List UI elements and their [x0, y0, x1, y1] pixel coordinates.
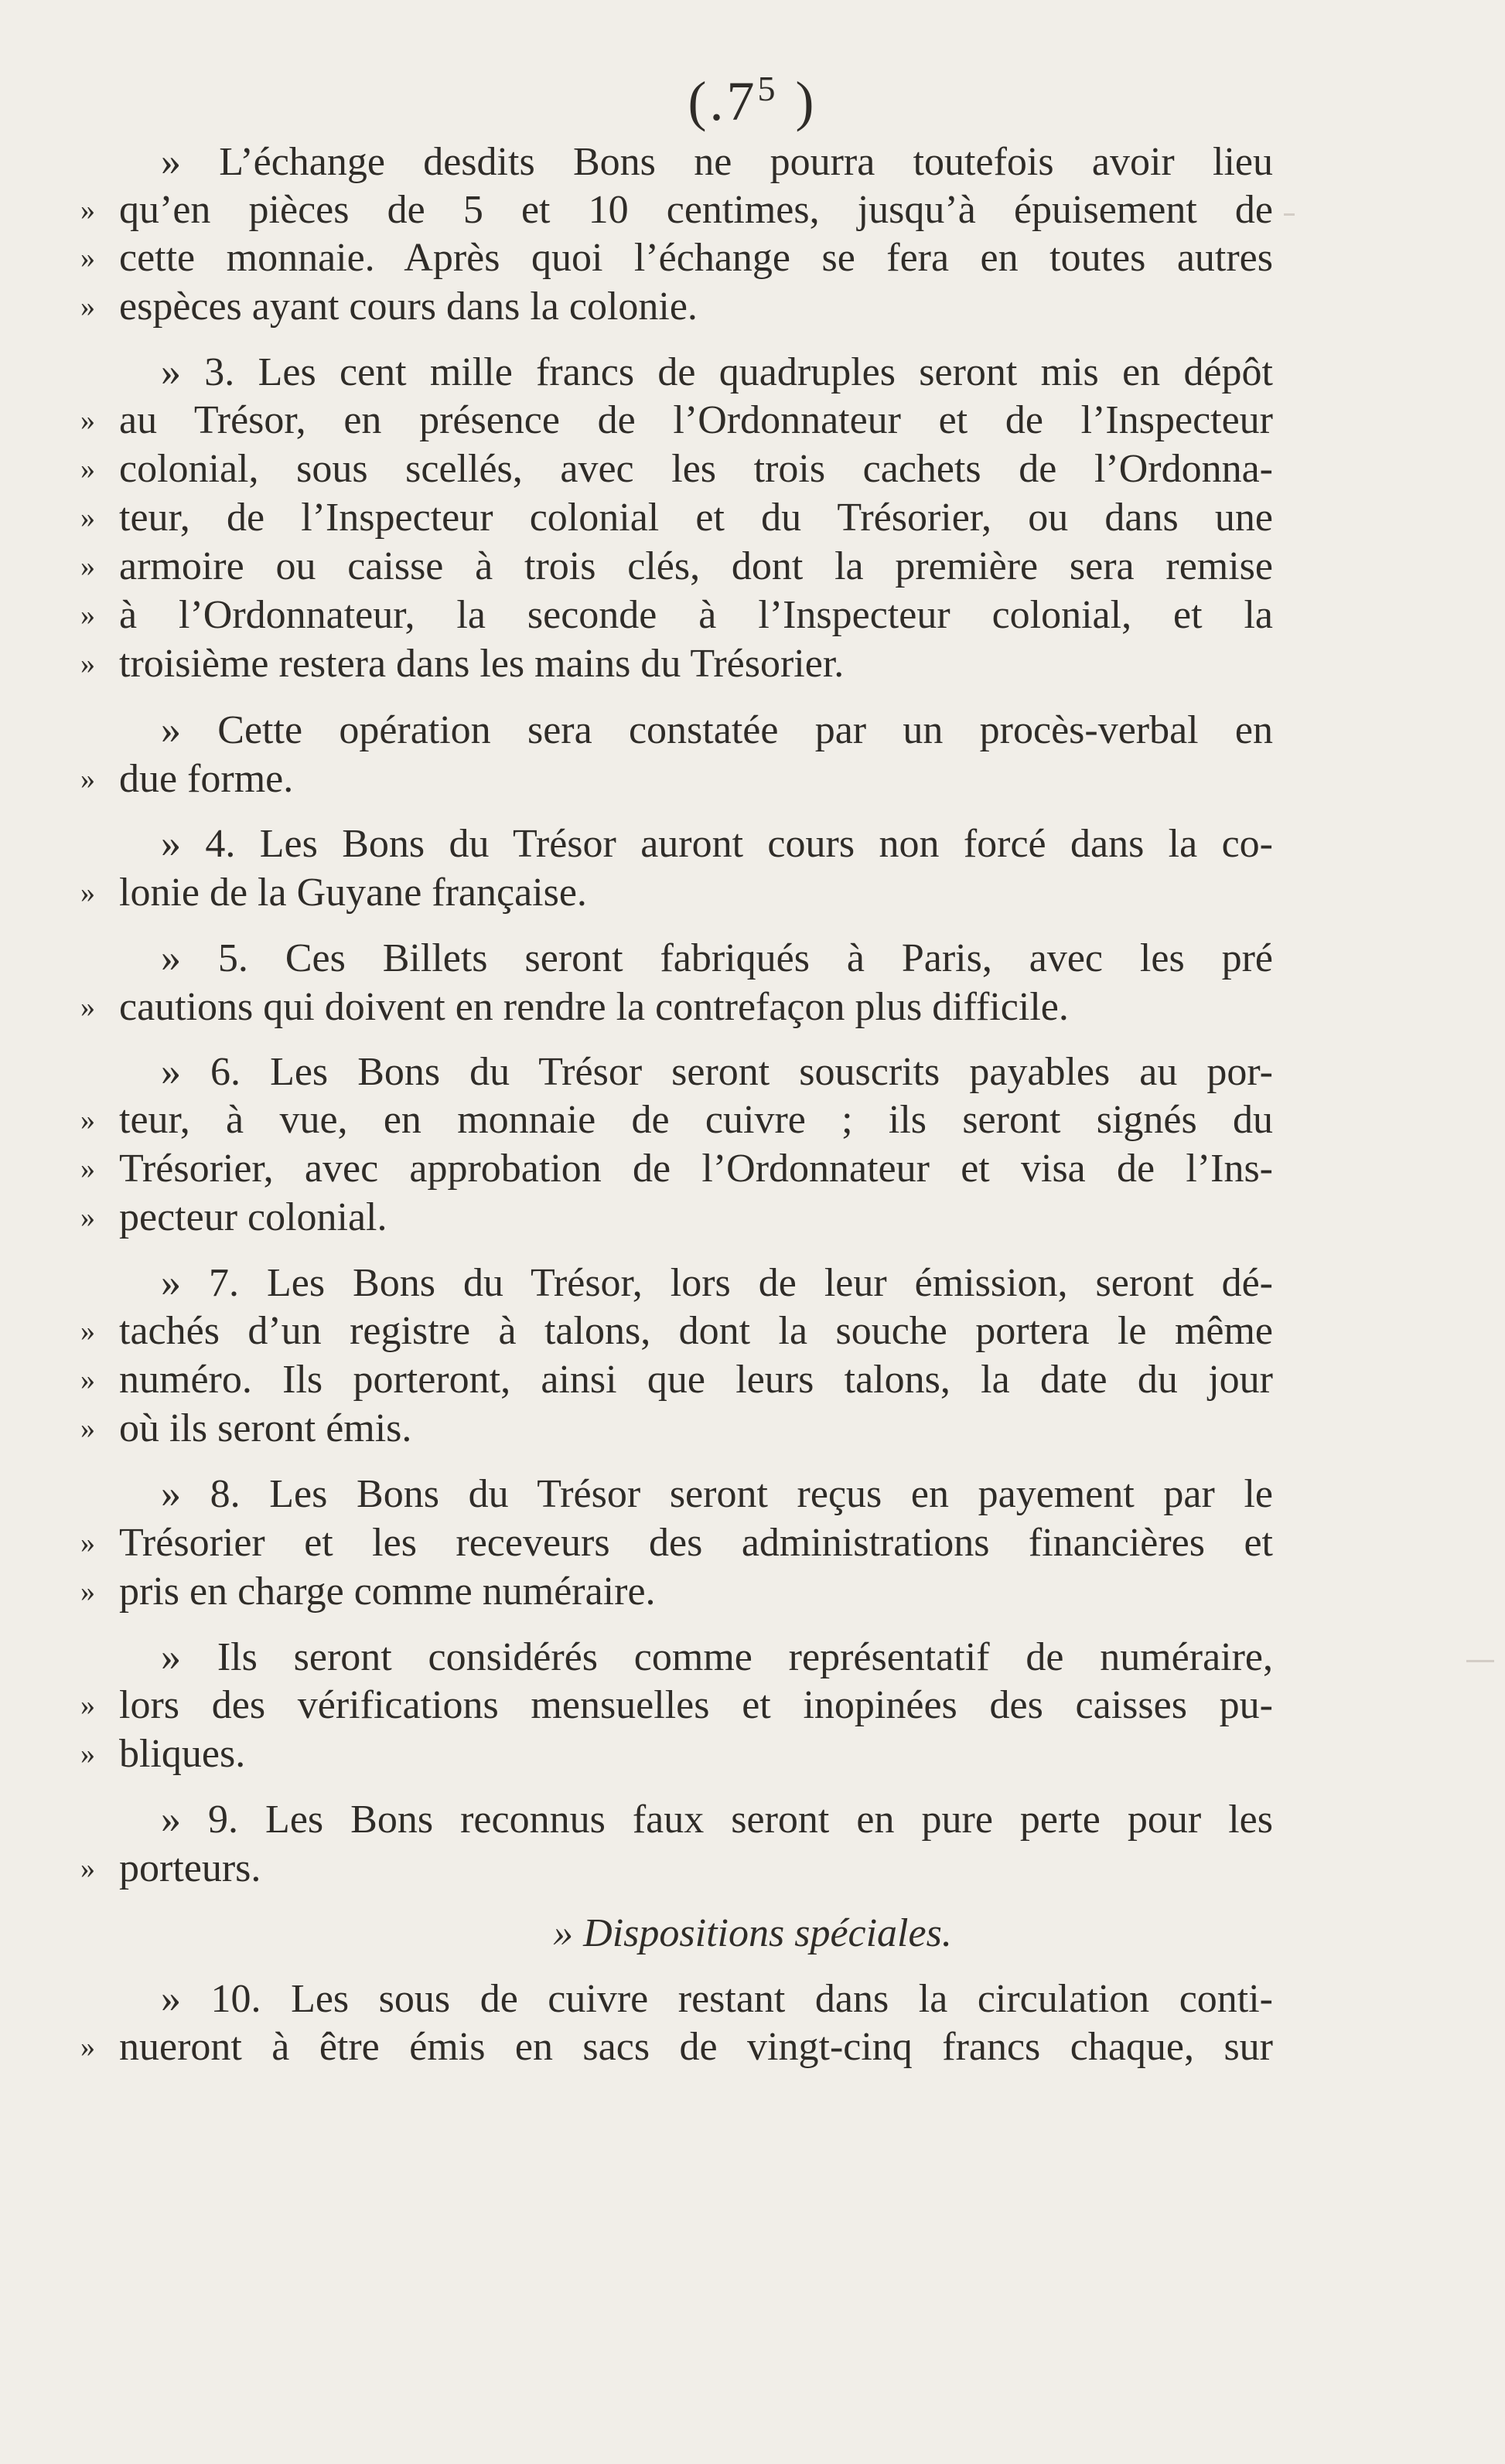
text-line [0, 1193, 1505, 1242]
line-text: » 4. Les Bons du Trésor auront cours non forcé dans la co- [161, 822, 1273, 866]
line-text: où ils seront émis. [119, 1406, 412, 1450]
text-line [0, 706, 1505, 755]
line-text: à l’Ordonnateur, la seconde à l’Inspecteur colonial, et la [119, 593, 1273, 637]
quote-marker: » [80, 2031, 95, 2064]
line-text: » L’échange desdits Bons ne pourra toutefois avoir lieu [161, 140, 1273, 184]
line-text: Trésorier et les receveurs des administrations financières et [119, 1521, 1273, 1565]
text-line [0, 493, 1505, 543]
line-text: porteurs. [119, 1846, 261, 1890]
line-text: teur, de l’Inspecteur colonial et du Trésorier, ou dans une [119, 496, 1273, 540]
quote-marker: » [80, 877, 95, 909]
text-line [0, 1681, 1505, 1730]
text-line [0, 983, 1505, 1032]
quote-marker: » [80, 550, 95, 583]
text-line [0, 1844, 1505, 1893]
quote-marker: » [80, 1576, 95, 1608]
text-line [0, 282, 1505, 332]
quote-marker: » [80, 1689, 95, 1722]
text-line [0, 1404, 1505, 1454]
line-text: lors des vérifications mensuelles et inopinées des caisses pu- [119, 1683, 1273, 1727]
quote-marker: » [80, 1201, 95, 1234]
line-text: lonie de la Guyane française. [119, 871, 587, 915]
text-line [0, 1144, 1505, 1194]
line-text: nueront à être émis en sacs de vingt-cinq francs chaque, sur [119, 2025, 1273, 2069]
line-text: pris en charge comme numéraire. [119, 1569, 656, 1614]
line-text: pecteur colonial. [119, 1195, 387, 1239]
text-line [0, 348, 1505, 397]
text-line [0, 868, 1505, 918]
quote-marker: » [80, 404, 95, 437]
text-line [0, 934, 1505, 983]
quote-marker: » [80, 991, 95, 1024]
text-line [0, 1633, 1505, 1682]
line-text: teur, à vue, en monnaie de cuivre ; ils seront signés du [119, 1098, 1273, 1142]
text-line [0, 639, 1505, 689]
quote-marker: » [80, 1527, 95, 1559]
line-text: » 6. Les Bons du Trésor seront souscrits payables au por- [161, 1050, 1273, 1094]
page-number: ($.7^5$ ) [688, 69, 817, 132]
print-speck [1284, 213, 1295, 216]
text-line [0, 233, 1505, 283]
line-text: » 5. Ces Billets seront fabriqués à Paris, avec les pré [161, 936, 1273, 980]
line-text: au Trésor, en présence de l’Ordonnateur et de l’Inspecteur [119, 398, 1273, 442]
line-text: bliques. [119, 1732, 246, 1776]
quote-marker: » [80, 1153, 95, 1185]
line-text: troisième restera dans les mains du Trésorier. [119, 642, 845, 686]
text-line [0, 1567, 1505, 1617]
text-line [0, 820, 1505, 869]
quote-marker: » [80, 194, 95, 227]
text-line [0, 1096, 1505, 1145]
text-line [0, 1259, 1505, 1308]
text-line [0, 1518, 1505, 1568]
quote-marker: » [80, 453, 95, 486]
line-text: » Dispositions spéciales. [553, 1911, 952, 1955]
quote-marker: » [80, 1413, 95, 1445]
line-text: » 8. Les Bons du Trésor seront reçus en payement par le [161, 1472, 1273, 1516]
text-line [0, 1909, 1505, 1958]
text-line [0, 755, 1505, 804]
text-line [0, 1795, 1505, 1845]
line-text: » 3. Les cent mille francs de quadruples seront mis en dépôt [161, 350, 1273, 394]
quote-marker: » [80, 1738, 95, 1770]
quote-marker: » [80, 1852, 95, 1885]
print-speck [1466, 1660, 1494, 1662]
text-line [0, 1975, 1505, 2024]
quote-marker: » [80, 648, 95, 680]
line-text: » 7. Les Bons du Trésor, lors de leur émission, seront dé- [161, 1261, 1273, 1305]
text-line [0, 445, 1505, 494]
line-text: espèces ayant cours dans la colonie. [119, 285, 698, 329]
quote-marker: » [80, 599, 95, 632]
text-line [0, 591, 1505, 640]
text-line [0, 542, 1505, 591]
quote-marker: » [80, 1315, 95, 1348]
line-text: » Ils seront considérés comme représentatif de numéraire, [161, 1635, 1273, 1679]
quote-marker: » [80, 291, 95, 323]
line-text: » 9. Les Bons reconnus faux seront en pure perte pour les [161, 1798, 1273, 1842]
line-text: » Cette opération sera constatée par un procès-verbal en [161, 708, 1273, 752]
line-text: Trésorier, avec approbation de l’Ordonnateur et visa de l’Ins- [119, 1147, 1273, 1191]
text-line [0, 138, 1505, 187]
quote-marker: » [80, 763, 95, 796]
line-text: due forme. [119, 757, 294, 801]
quote-marker: » [80, 502, 95, 534]
quote-marker: » [80, 1104, 95, 1137]
text-line [0, 396, 1505, 445]
line-text: armoire ou caisse à trois clés, dont la première sera remise [119, 544, 1273, 588]
text-line [0, 1355, 1505, 1405]
text-line [0, 2023, 1505, 2072]
text-line [0, 1307, 1505, 1356]
line-text: » 10. Les sous de cuivre restant dans la circulation conti- [161, 1977, 1273, 2021]
quote-marker: » [80, 242, 95, 274]
line-text: numéro. Ils porteront, ainsi que leurs talons, la date du jour [119, 1358, 1273, 1402]
line-text: cautions qui doivent en rendre la contrefaçon plus difficile. [119, 985, 1069, 1029]
line-text: tachés d’un registre à talons, dont la souche portera le même [119, 1309, 1273, 1353]
line-text: colonial, sous scellés, avec les trois cachets de l’Ordonna- [119, 447, 1273, 491]
text-line [0, 1730, 1505, 1779]
quote-marker: » [80, 1364, 95, 1396]
text-line [0, 186, 1505, 235]
text-line [0, 1048, 1505, 1097]
line-text: qu’en pièces de 5 et 10 centimes, jusqu’à épuisement de [119, 188, 1273, 232]
line-text: cette monnaie. Après quoi l’échange se fera en toutes autres [119, 236, 1273, 280]
text-line [0, 1470, 1505, 1519]
